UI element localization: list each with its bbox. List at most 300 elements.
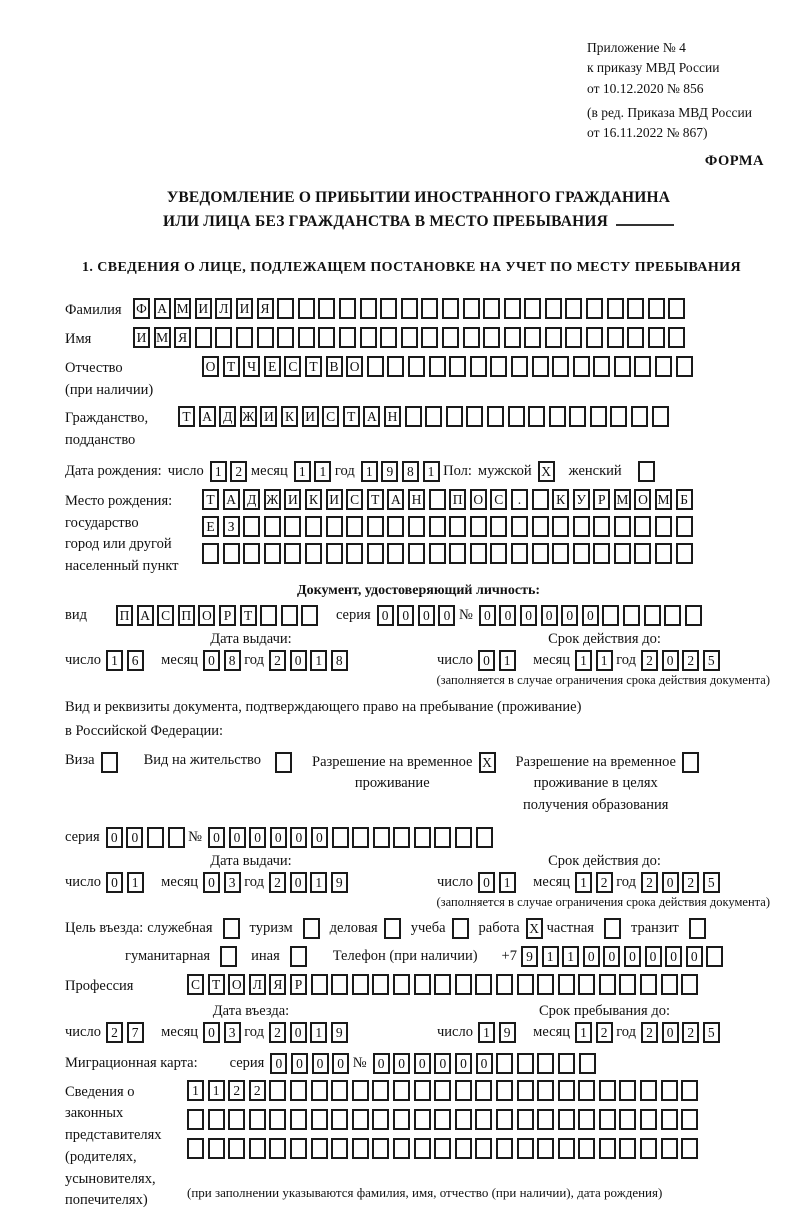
doc-issue-year-boxes[interactable] <box>269 650 351 671</box>
char-box[interactable] <box>249 1109 266 1130</box>
char-box[interactable] <box>414 974 431 995</box>
char-box[interactable] <box>619 1138 636 1159</box>
char-box[interactable]: С <box>346 489 363 510</box>
residence-permit-checkbox[interactable] <box>275 752 292 773</box>
char-box[interactable]: 0 <box>438 605 455 626</box>
char-box[interactable]: 9 <box>521 946 538 967</box>
char-box[interactable] <box>545 298 562 319</box>
char-box[interactable]: Д <box>243 489 260 510</box>
char-box[interactable]: Я <box>174 327 191 348</box>
char-box[interactable] <box>681 974 698 995</box>
char-box[interactable]: 0 <box>290 872 307 893</box>
char-box[interactable] <box>429 516 446 537</box>
char-box[interactable]: 0 <box>229 827 246 848</box>
char-box[interactable] <box>466 406 483 427</box>
phone-boxes[interactable] <box>521 946 727 967</box>
char-box[interactable]: 1 <box>575 650 592 671</box>
char-box[interactable]: 5 <box>703 1022 720 1043</box>
doc-valid-year-boxes[interactable] <box>641 650 723 671</box>
purpose-study-checkbox[interactable] <box>452 918 469 939</box>
char-box[interactable]: Т <box>343 406 360 427</box>
visa-checkbox[interactable] <box>101 752 118 773</box>
purpose-tourism-checkbox[interactable] <box>303 918 320 939</box>
char-box[interactable]: С <box>157 605 174 626</box>
char-box[interactable]: 0 <box>397 605 414 626</box>
char-box[interactable] <box>614 516 631 537</box>
char-box[interactable] <box>372 1109 389 1130</box>
char-box[interactable] <box>360 327 377 348</box>
char-box[interactable]: 3 <box>224 872 241 893</box>
birth-place-row3[interactable] <box>202 543 696 564</box>
char-box[interactable] <box>393 1080 410 1101</box>
char-box[interactable]: 2 <box>641 650 658 671</box>
char-box[interactable] <box>545 327 562 348</box>
char-box[interactable] <box>187 1109 204 1130</box>
char-box[interactable]: 2 <box>228 1080 245 1101</box>
char-box[interactable] <box>558 974 575 995</box>
char-box[interactable]: 6 <box>127 650 144 671</box>
char-box[interactable] <box>623 605 640 626</box>
char-box[interactable]: 8 <box>331 650 348 671</box>
char-box[interactable]: 1 <box>310 1022 327 1043</box>
given-name-boxes[interactable] <box>133 327 689 348</box>
char-box[interactable] <box>537 1053 554 1074</box>
purpose-business-checkbox[interactable] <box>384 918 401 939</box>
char-box[interactable]: 1 <box>361 461 378 482</box>
permit-valid-day-boxes[interactable] <box>478 872 519 893</box>
char-box[interactable]: 2 <box>682 1022 699 1043</box>
char-box[interactable]: П <box>178 605 195 626</box>
char-box[interactable]: 0 <box>290 650 307 671</box>
char-box[interactable] <box>352 1080 369 1101</box>
char-box[interactable] <box>504 327 521 348</box>
migration-series-boxes[interactable] <box>270 1053 352 1074</box>
char-box[interactable]: Я <box>257 298 274 319</box>
char-box[interactable]: Е <box>264 356 281 377</box>
char-box[interactable]: 0 <box>106 872 123 893</box>
char-box[interactable] <box>661 1138 678 1159</box>
char-box[interactable] <box>331 1138 348 1159</box>
char-box[interactable] <box>249 1138 266 1159</box>
char-box[interactable] <box>257 327 274 348</box>
char-box[interactable] <box>346 543 363 564</box>
char-box[interactable]: П <box>449 489 466 510</box>
purpose-transit-checkbox[interactable] <box>689 918 706 939</box>
char-box[interactable] <box>434 974 451 995</box>
char-box[interactable] <box>593 543 610 564</box>
char-box[interactable]: 0 <box>270 1053 287 1074</box>
char-box[interactable] <box>664 605 681 626</box>
char-box[interactable]: И <box>195 298 212 319</box>
char-box[interactable]: Я <box>269 974 286 995</box>
char-box[interactable] <box>168 827 185 848</box>
char-box[interactable]: 0 <box>541 605 558 626</box>
char-box[interactable] <box>504 298 521 319</box>
char-box[interactable]: 0 <box>393 1053 410 1074</box>
char-box[interactable] <box>305 516 322 537</box>
legal-reps-row3[interactable] <box>187 1138 702 1159</box>
char-box[interactable] <box>367 356 384 377</box>
char-box[interactable] <box>434 1109 451 1130</box>
char-box[interactable] <box>661 1080 678 1101</box>
char-box[interactable]: 0 <box>665 946 682 967</box>
char-box[interactable] <box>631 406 648 427</box>
char-box[interactable]: Т <box>367 489 384 510</box>
char-box[interactable]: 0 <box>499 605 516 626</box>
char-box[interactable] <box>393 1109 410 1130</box>
char-box[interactable] <box>352 827 369 848</box>
entry-year-boxes[interactable] <box>269 1022 351 1043</box>
char-box[interactable]: 1 <box>310 650 327 671</box>
char-box[interactable]: 5 <box>703 872 720 893</box>
char-box[interactable] <box>508 406 525 427</box>
char-box[interactable]: 1 <box>575 1022 592 1043</box>
char-box[interactable]: Л <box>215 298 232 319</box>
char-box[interactable]: К <box>305 489 322 510</box>
char-box[interactable] <box>655 356 672 377</box>
char-box[interactable] <box>490 356 507 377</box>
char-box[interactable]: А <box>137 605 154 626</box>
char-box[interactable] <box>532 516 549 537</box>
char-box[interactable]: 9 <box>331 872 348 893</box>
char-box[interactable] <box>549 406 566 427</box>
char-box[interactable] <box>586 298 603 319</box>
char-box[interactable] <box>298 298 315 319</box>
char-box[interactable]: 1 <box>310 872 327 893</box>
char-box[interactable] <box>331 974 348 995</box>
doc-issue-month-boxes[interactable] <box>203 650 244 671</box>
stay-day-boxes[interactable] <box>478 1022 519 1043</box>
char-box[interactable] <box>528 406 545 427</box>
char-box[interactable]: О <box>198 605 215 626</box>
char-box[interactable]: 8 <box>224 650 241 671</box>
char-box[interactable] <box>573 356 590 377</box>
char-box[interactable] <box>619 1080 636 1101</box>
char-box[interactable] <box>648 298 665 319</box>
char-box[interactable]: У <box>573 489 590 510</box>
char-box[interactable] <box>476 827 493 848</box>
char-box[interactable] <box>429 489 446 510</box>
char-box[interactable] <box>408 516 425 537</box>
char-box[interactable] <box>511 516 528 537</box>
char-box[interactable] <box>393 1138 410 1159</box>
char-box[interactable] <box>387 356 404 377</box>
doc-valid-day-boxes[interactable] <box>478 650 519 671</box>
char-box[interactable] <box>425 406 442 427</box>
char-box[interactable]: 1 <box>187 1080 204 1101</box>
doc-number-boxes[interactable] <box>479 605 706 626</box>
char-box[interactable] <box>187 1138 204 1159</box>
char-box[interactable] <box>208 1138 225 1159</box>
char-box[interactable]: Т <box>240 605 257 626</box>
char-box[interactable] <box>619 974 636 995</box>
char-box[interactable] <box>269 1138 286 1159</box>
char-box[interactable] <box>311 1080 328 1101</box>
char-box[interactable] <box>537 1080 554 1101</box>
legal-reps-row1[interactable] <box>187 1080 702 1101</box>
char-box[interactable]: 2 <box>596 872 613 893</box>
char-box[interactable] <box>511 543 528 564</box>
char-box[interactable] <box>578 974 595 995</box>
char-box[interactable]: 8 <box>402 461 419 482</box>
char-box[interactable] <box>565 298 582 319</box>
char-box[interactable] <box>429 356 446 377</box>
char-box[interactable]: А <box>387 489 404 510</box>
char-box[interactable]: З <box>223 516 240 537</box>
char-box[interactable]: 2 <box>641 872 658 893</box>
char-box[interactable] <box>532 489 549 510</box>
char-box[interactable]: Л <box>249 974 266 995</box>
char-box[interactable]: 1 <box>542 946 559 967</box>
char-box[interactable]: 0 <box>291 1053 308 1074</box>
char-box[interactable]: 2 <box>269 1022 286 1043</box>
purpose-other-checkbox[interactable] <box>290 946 307 967</box>
char-box[interactable] <box>655 516 672 537</box>
char-box[interactable] <box>455 1138 472 1159</box>
char-box[interactable]: 1 <box>106 650 123 671</box>
char-box[interactable] <box>681 1080 698 1101</box>
char-box[interactable] <box>264 543 281 564</box>
stay-year-boxes[interactable] <box>641 1022 723 1043</box>
char-box[interactable]: И <box>302 406 319 427</box>
temp-residence-education-checkbox[interactable] <box>682 752 699 773</box>
purpose-official-checkbox[interactable] <box>223 918 240 939</box>
char-box[interactable] <box>442 298 459 319</box>
char-box[interactable] <box>367 516 384 537</box>
char-box[interactable] <box>414 1109 431 1130</box>
char-box[interactable] <box>331 1080 348 1101</box>
char-box[interactable]: 0 <box>106 827 123 848</box>
char-box[interactable] <box>393 827 410 848</box>
char-box[interactable]: А <box>154 298 171 319</box>
char-box[interactable] <box>326 543 343 564</box>
char-box[interactable] <box>490 543 507 564</box>
char-box[interactable] <box>634 543 651 564</box>
char-box[interactable] <box>372 974 389 995</box>
char-box[interactable]: О <box>634 489 651 510</box>
char-box[interactable]: А <box>199 406 216 427</box>
char-box[interactable] <box>640 1080 657 1101</box>
char-box[interactable]: 1 <box>499 872 516 893</box>
char-box[interactable]: 9 <box>381 461 398 482</box>
char-box[interactable]: 0 <box>290 1022 307 1043</box>
char-box[interactable]: 0 <box>377 605 394 626</box>
char-box[interactable] <box>311 974 328 995</box>
char-box[interactable] <box>517 1053 534 1074</box>
char-box[interactable]: И <box>133 327 150 348</box>
char-box[interactable]: 0 <box>520 605 537 626</box>
char-box[interactable]: 1 <box>423 461 440 482</box>
char-box[interactable]: С <box>187 974 204 995</box>
doc-type-boxes[interactable] <box>116 605 322 626</box>
char-box[interactable] <box>264 516 281 537</box>
char-box[interactable] <box>552 516 569 537</box>
char-box[interactable] <box>305 543 322 564</box>
char-box[interactable]: 0 <box>478 650 495 671</box>
char-box[interactable] <box>421 298 438 319</box>
char-box[interactable] <box>455 827 472 848</box>
char-box[interactable]: О <box>228 974 245 995</box>
char-box[interactable] <box>578 1080 595 1101</box>
char-box[interactable] <box>421 327 438 348</box>
char-box[interactable] <box>537 1109 554 1130</box>
char-box[interactable] <box>331 1109 348 1130</box>
char-box[interactable]: 9 <box>331 1022 348 1043</box>
char-box[interactable]: 0 <box>203 1022 220 1043</box>
doc-valid-month-boxes[interactable] <box>575 650 616 671</box>
char-box[interactable] <box>640 1109 657 1130</box>
char-box[interactable]: А <box>363 406 380 427</box>
char-box[interactable] <box>496 1080 513 1101</box>
char-box[interactable]: О <box>202 356 219 377</box>
char-box[interactable]: 0 <box>373 1053 390 1074</box>
char-box[interactable]: О <box>346 356 363 377</box>
char-box[interactable] <box>429 543 446 564</box>
purpose-private-checkbox[interactable] <box>604 918 621 939</box>
char-box[interactable] <box>414 1080 431 1101</box>
char-box[interactable] <box>599 1080 616 1101</box>
char-box[interactable] <box>681 1138 698 1159</box>
char-box[interactable] <box>318 327 335 348</box>
char-box[interactable] <box>284 516 301 537</box>
char-box[interactable]: 2 <box>269 650 286 671</box>
permit-valid-year-boxes[interactable] <box>641 872 723 893</box>
char-box[interactable]: Н <box>384 406 401 427</box>
char-box[interactable] <box>147 827 164 848</box>
char-box[interactable]: 2 <box>596 1022 613 1043</box>
char-box[interactable] <box>311 1138 328 1159</box>
permit-issue-month-boxes[interactable] <box>203 872 244 893</box>
char-box[interactable] <box>202 543 219 564</box>
char-box[interactable] <box>552 543 569 564</box>
char-box[interactable]: 0 <box>662 872 679 893</box>
char-box[interactable]: Б <box>676 489 693 510</box>
char-box[interactable]: 0 <box>686 946 703 967</box>
char-box[interactable]: 0 <box>249 827 266 848</box>
permit-issue-day-boxes[interactable] <box>106 872 147 893</box>
char-box[interactable] <box>405 406 422 427</box>
char-box[interactable] <box>455 1109 472 1130</box>
char-box[interactable] <box>311 1109 328 1130</box>
char-box[interactable] <box>532 543 549 564</box>
char-box[interactable]: М <box>174 298 191 319</box>
char-box[interactable]: Д <box>219 406 236 427</box>
char-box[interactable]: 9 <box>499 1022 516 1043</box>
char-box[interactable] <box>373 827 390 848</box>
char-box[interactable] <box>627 327 644 348</box>
char-box[interactable]: И <box>236 298 253 319</box>
char-box[interactable]: М <box>614 489 631 510</box>
char-box[interactable] <box>455 1080 472 1101</box>
char-box[interactable]: 2 <box>230 461 247 482</box>
char-box[interactable] <box>586 327 603 348</box>
char-box[interactable]: 2 <box>641 1022 658 1043</box>
permit-issue-year-boxes[interactable] <box>269 872 351 893</box>
char-box[interactable] <box>236 327 253 348</box>
char-box[interactable]: Т <box>202 489 219 510</box>
char-box[interactable]: 0 <box>434 1053 451 1074</box>
char-box[interactable] <box>290 1080 307 1101</box>
char-box[interactable]: Р <box>219 605 236 626</box>
char-box[interactable] <box>463 298 480 319</box>
char-box[interactable] <box>470 543 487 564</box>
char-box[interactable]: 0 <box>455 1053 472 1074</box>
char-box[interactable] <box>277 327 294 348</box>
char-box[interactable]: И <box>284 489 301 510</box>
char-box[interactable] <box>681 1109 698 1130</box>
char-box[interactable]: С <box>322 406 339 427</box>
char-box[interactable] <box>668 327 685 348</box>
char-box[interactable] <box>627 298 644 319</box>
char-box[interactable] <box>408 543 425 564</box>
char-box[interactable]: . <box>511 489 528 510</box>
char-box[interactable]: 0 <box>583 946 600 967</box>
surname-boxes[interactable] <box>133 298 689 319</box>
char-box[interactable]: 0 <box>203 650 220 671</box>
char-box[interactable]: 0 <box>208 827 225 848</box>
char-box[interactable] <box>434 1138 451 1159</box>
char-box[interactable] <box>326 516 343 537</box>
char-box[interactable] <box>661 1109 678 1130</box>
char-box[interactable]: 1 <box>127 872 144 893</box>
char-box[interactable]: 0 <box>476 1053 493 1074</box>
char-box[interactable] <box>593 356 610 377</box>
char-box[interactable] <box>228 1109 245 1130</box>
char-box[interactable] <box>517 974 534 995</box>
char-box[interactable] <box>470 516 487 537</box>
char-box[interactable] <box>339 327 356 348</box>
char-box[interactable] <box>578 1138 595 1159</box>
migration-number-boxes[interactable] <box>373 1053 600 1074</box>
char-box[interactable] <box>475 1080 492 1101</box>
char-box[interactable] <box>558 1138 575 1159</box>
char-box[interactable] <box>607 298 624 319</box>
permit-number-boxes[interactable] <box>208 827 496 848</box>
char-box[interactable]: Ч <box>243 356 260 377</box>
entry-month-boxes[interactable] <box>203 1022 244 1043</box>
permit-series-boxes[interactable] <box>106 827 188 848</box>
char-box[interactable] <box>517 1080 534 1101</box>
char-box[interactable]: 1 <box>596 650 613 671</box>
char-box[interactable] <box>352 1109 369 1130</box>
char-box[interactable] <box>260 605 277 626</box>
char-box[interactable] <box>387 543 404 564</box>
birth-day-boxes[interactable] <box>210 461 251 482</box>
char-box[interactable]: 0 <box>645 946 662 967</box>
char-box[interactable]: 1 <box>499 650 516 671</box>
char-box[interactable]: 2 <box>682 872 699 893</box>
char-box[interactable]: Т <box>305 356 322 377</box>
char-box[interactable]: В <box>326 356 343 377</box>
purpose-humanitarian-checkbox[interactable] <box>220 946 237 967</box>
char-box[interactable]: 0 <box>418 605 435 626</box>
birth-place-row2[interactable] <box>202 516 696 537</box>
char-box[interactable] <box>634 356 651 377</box>
char-box[interactable] <box>652 406 669 427</box>
char-box[interactable] <box>619 1109 636 1130</box>
char-box[interactable]: 0 <box>561 605 578 626</box>
char-box[interactable]: Р <box>593 489 610 510</box>
char-box[interactable] <box>668 298 685 319</box>
char-box[interactable]: М <box>655 489 672 510</box>
char-box[interactable] <box>573 543 590 564</box>
char-box[interactable] <box>281 605 298 626</box>
char-box[interactable]: А <box>223 489 240 510</box>
permit-valid-month-boxes[interactable] <box>575 872 616 893</box>
char-box[interactable] <box>269 1080 286 1101</box>
char-box[interactable]: Р <box>290 974 307 995</box>
char-box[interactable] <box>223 543 240 564</box>
